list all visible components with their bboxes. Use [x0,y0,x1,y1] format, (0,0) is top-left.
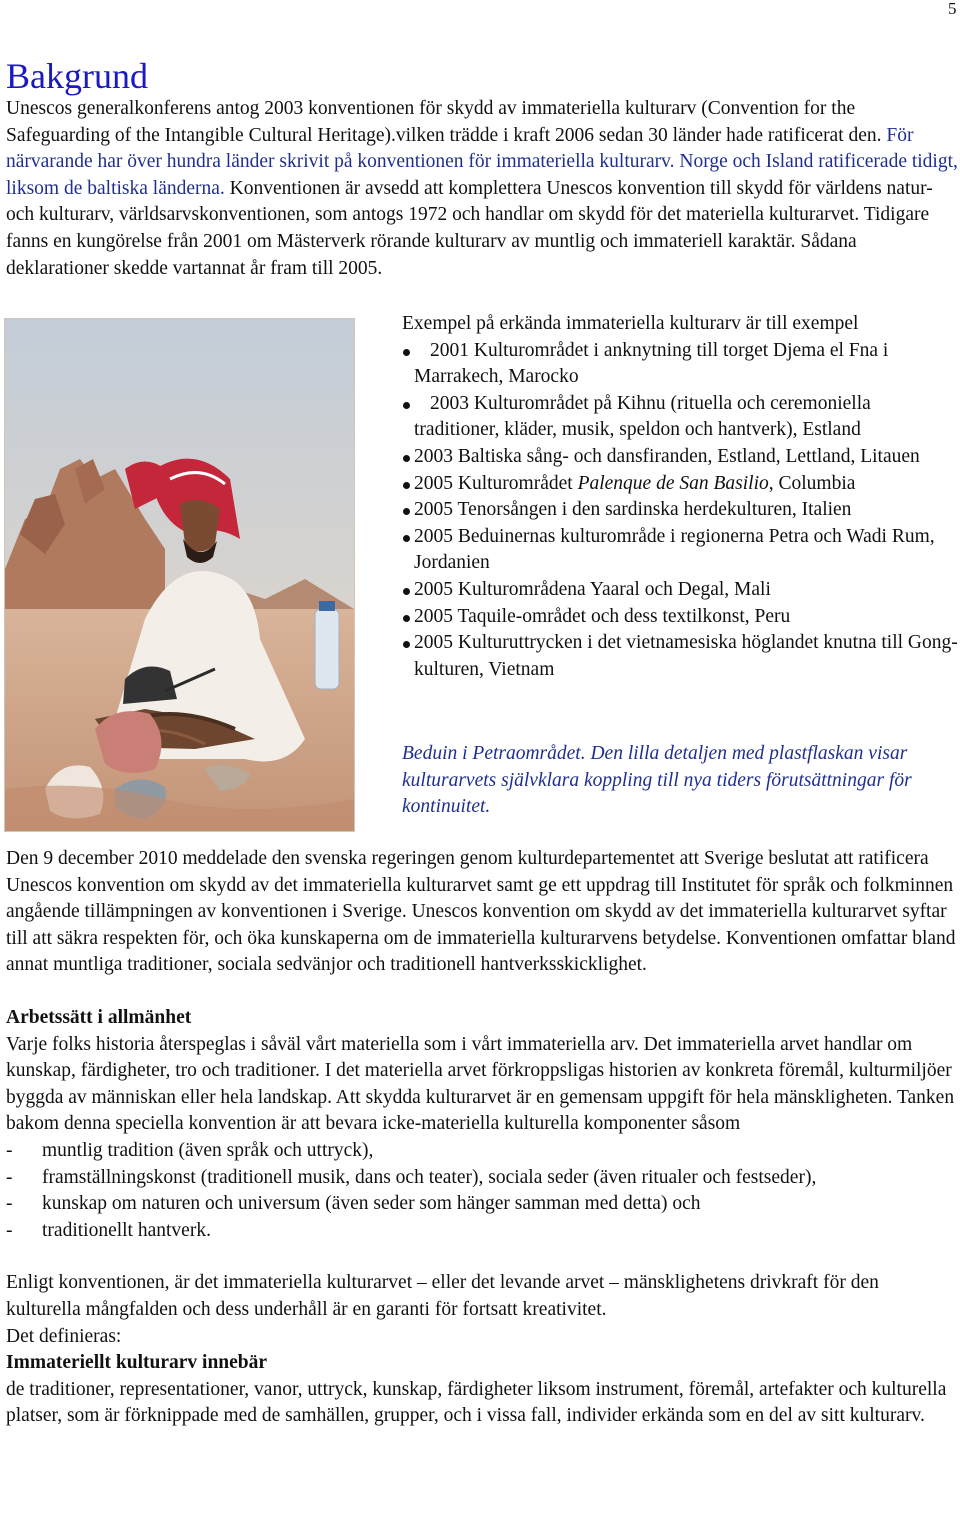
list-item [402,471,958,498]
dash-marker: - [6,1193,13,1215]
intro-text-2: Konventionen är avsedd att komplettera Unescos konvention till skydd för världens natur- och kulturarv, världsarvskonventionen, som antogs 1972 och handlar om skydd för det materiella kulturarvet. Tidigare fanns en kungörelse från 2001 om Mästerverk rörande kulturarv av muntlig och immateriell karaktär. Sådana deklarationer skedde vartannat år fram till 2005. [6,177,933,279]
list-item [402,497,958,524]
section-heading-immateriellt: Immateriellt kulturarv innebär [6,1352,268,1374]
list-item-text: muntlig tradition (även språk och uttryck), [42,1139,374,1161]
bedouin-photo [4,318,355,832]
section-heading-arbetssatt: Arbetssätt i allmänhet [6,1006,192,1028]
list-item-text-emphasis: Palenque de San Basilio [577,472,769,494]
body-paragraph-1: Den 9 december 2010 meddelade den svenska regeringen genom kulturdepartementet att Sverige beslutat att ratificera Unescos konvention om skydd av det immateriella kulturarvet samt ge ett uppdrag till Institutet för språk och folkminnen angående tillämpningen av konventionen i Sverige. Unescos konvention om skydd av det immateriella kulturarvet syftar till att säkra respekten för, och öka kunskaperna om de immateriella kulturarvens betydelse. Konventionen omfattar bland annat muntliga traditioner, sociala sedvänjor och traditionell hantverksskicklighet. [6,848,956,976]
body-paragraph-2: Varje folks historia återspeglas i såväl vårt materiella som i vårt immateriella arv. Det immateriella arvet handlar om kunskap, färdigheter, tro och traditioner. I det materiella arvet förkroppsligas historien av konkreta föremål, kulturmiljöer byggda av människan eller hela landskap. Att skydda kulturarvet är en gemensam uppgift för hela mänskligheten. Tanken bakom denna speciella konvention är att bevara icke-materiella kulturella komponenter såsom [6,1033,955,1135]
list-item-text: 2005 Taquile-området och dess textilkonst, Peru [414,605,791,627]
intro-paragraph [6,96,958,282]
list-item [6,1218,958,1245]
page-title: Bakgrund [6,56,148,96]
body-paragraph-5: de traditioner, representationer, vanor, uttryck, kunskap, färdigheter liksom instrument, föremål, artefakter och kulturella platser, som är förknippade med de samhällen, grupper, och i vissa fall, individer erkända som en del av sitt kulturarv. [6,1378,947,1427]
list-item-text-post: , Columbia [768,472,856,494]
list-item [402,444,958,471]
list-item-text: 2005 Kulturområdena Yaaral och Degal, Mali [414,578,771,600]
list-item-text: 2005 Beduinernas kulturområde i regionerna Petra och Wadi Rum, Jordanien [414,525,935,574]
examples-heading: Exempel på erkända immateriella kulturarv är till exempel [402,313,859,334]
body-paragraph-3: Enligt konventionen, är det immateriella kulturarvet – eller det levande arvet – mänsklighetens drivkraft för den kulturella mångfalden och dess underhåll är en garanti för fortsatt kreativitet. [6,1272,879,1320]
list-item [402,524,958,577]
list-item-text: 2005 Kulturuttrycken i det vietnamesiska höglandet knutna till Gong-kulturen, Vietnam [414,632,958,680]
examples-list [402,338,958,684]
list-item [402,391,958,444]
intro-text-1: Unescos generalkonferens antog 2003 konventionen för skydd av immateriella kulturarv (Convention for the Safeguarding of the Intangible Cultural Heritage).vilken trädde i kraft 2006 sedan 30 länder hade ratificerat den. [6,98,882,146]
list-item-text: 2001 Kulturområdet i anknytning till torget Djema el Fna i Marrakech, Marocko [414,339,889,388]
list-item-text-pre: 2005 Kulturområdet [414,472,578,494]
examples-section [402,311,958,683]
list-item [6,1191,958,1218]
photo-caption: Beduin i Petraområdet. Den lilla detaljen med plastflaskan visar kulturarvets självklara koppling till nya tiders förutsättningar för kontinuitet. [402,743,912,818]
list-item-text: traditionellt hantverk. [42,1219,211,1241]
list-item-text: kunskap om naturen och universum (även seder som hänger samman med detta) och [42,1193,701,1215]
body-section [6,846,958,1430]
dash-marker: - [6,1219,13,1241]
list-item [402,338,958,391]
page-number: 5 [948,0,957,18]
bedouin-photo-illustration [5,319,354,831]
components-list [6,1138,958,1244]
dash-marker: - [6,1166,13,1188]
list-item-text: 2005 Tenorsången i den sardinska herdekulturen, Italien [414,499,852,521]
body-paragraph-4: Det definieras: [6,1325,122,1347]
list-item [402,604,958,631]
list-item-text: 2003 Baltiska sång- och dansfiranden, Estland, Lettland, Litauen [414,445,920,467]
list-item [402,630,958,683]
list-item [6,1165,958,1192]
intro-text-highlight: För närvarande har över hundra länder skrivit på konventionen för immateriella kulturarv. Norge och Island ratificerade tidigt, liksom de baltiska länderna. [6,124,958,199]
list-item [6,1138,958,1165]
list-item-text: framställningskonst (traditionell musik, dans och teater), sociala seder (även ritualer och festseder), [42,1166,817,1188]
list-item [402,577,958,604]
dash-marker: - [6,1139,13,1161]
list-item-text: 2003 Kulturområdet på Kihnu (rituella och ceremoniella traditioner, kläder, musik, speldon och hantverk), Estland [414,392,871,441]
